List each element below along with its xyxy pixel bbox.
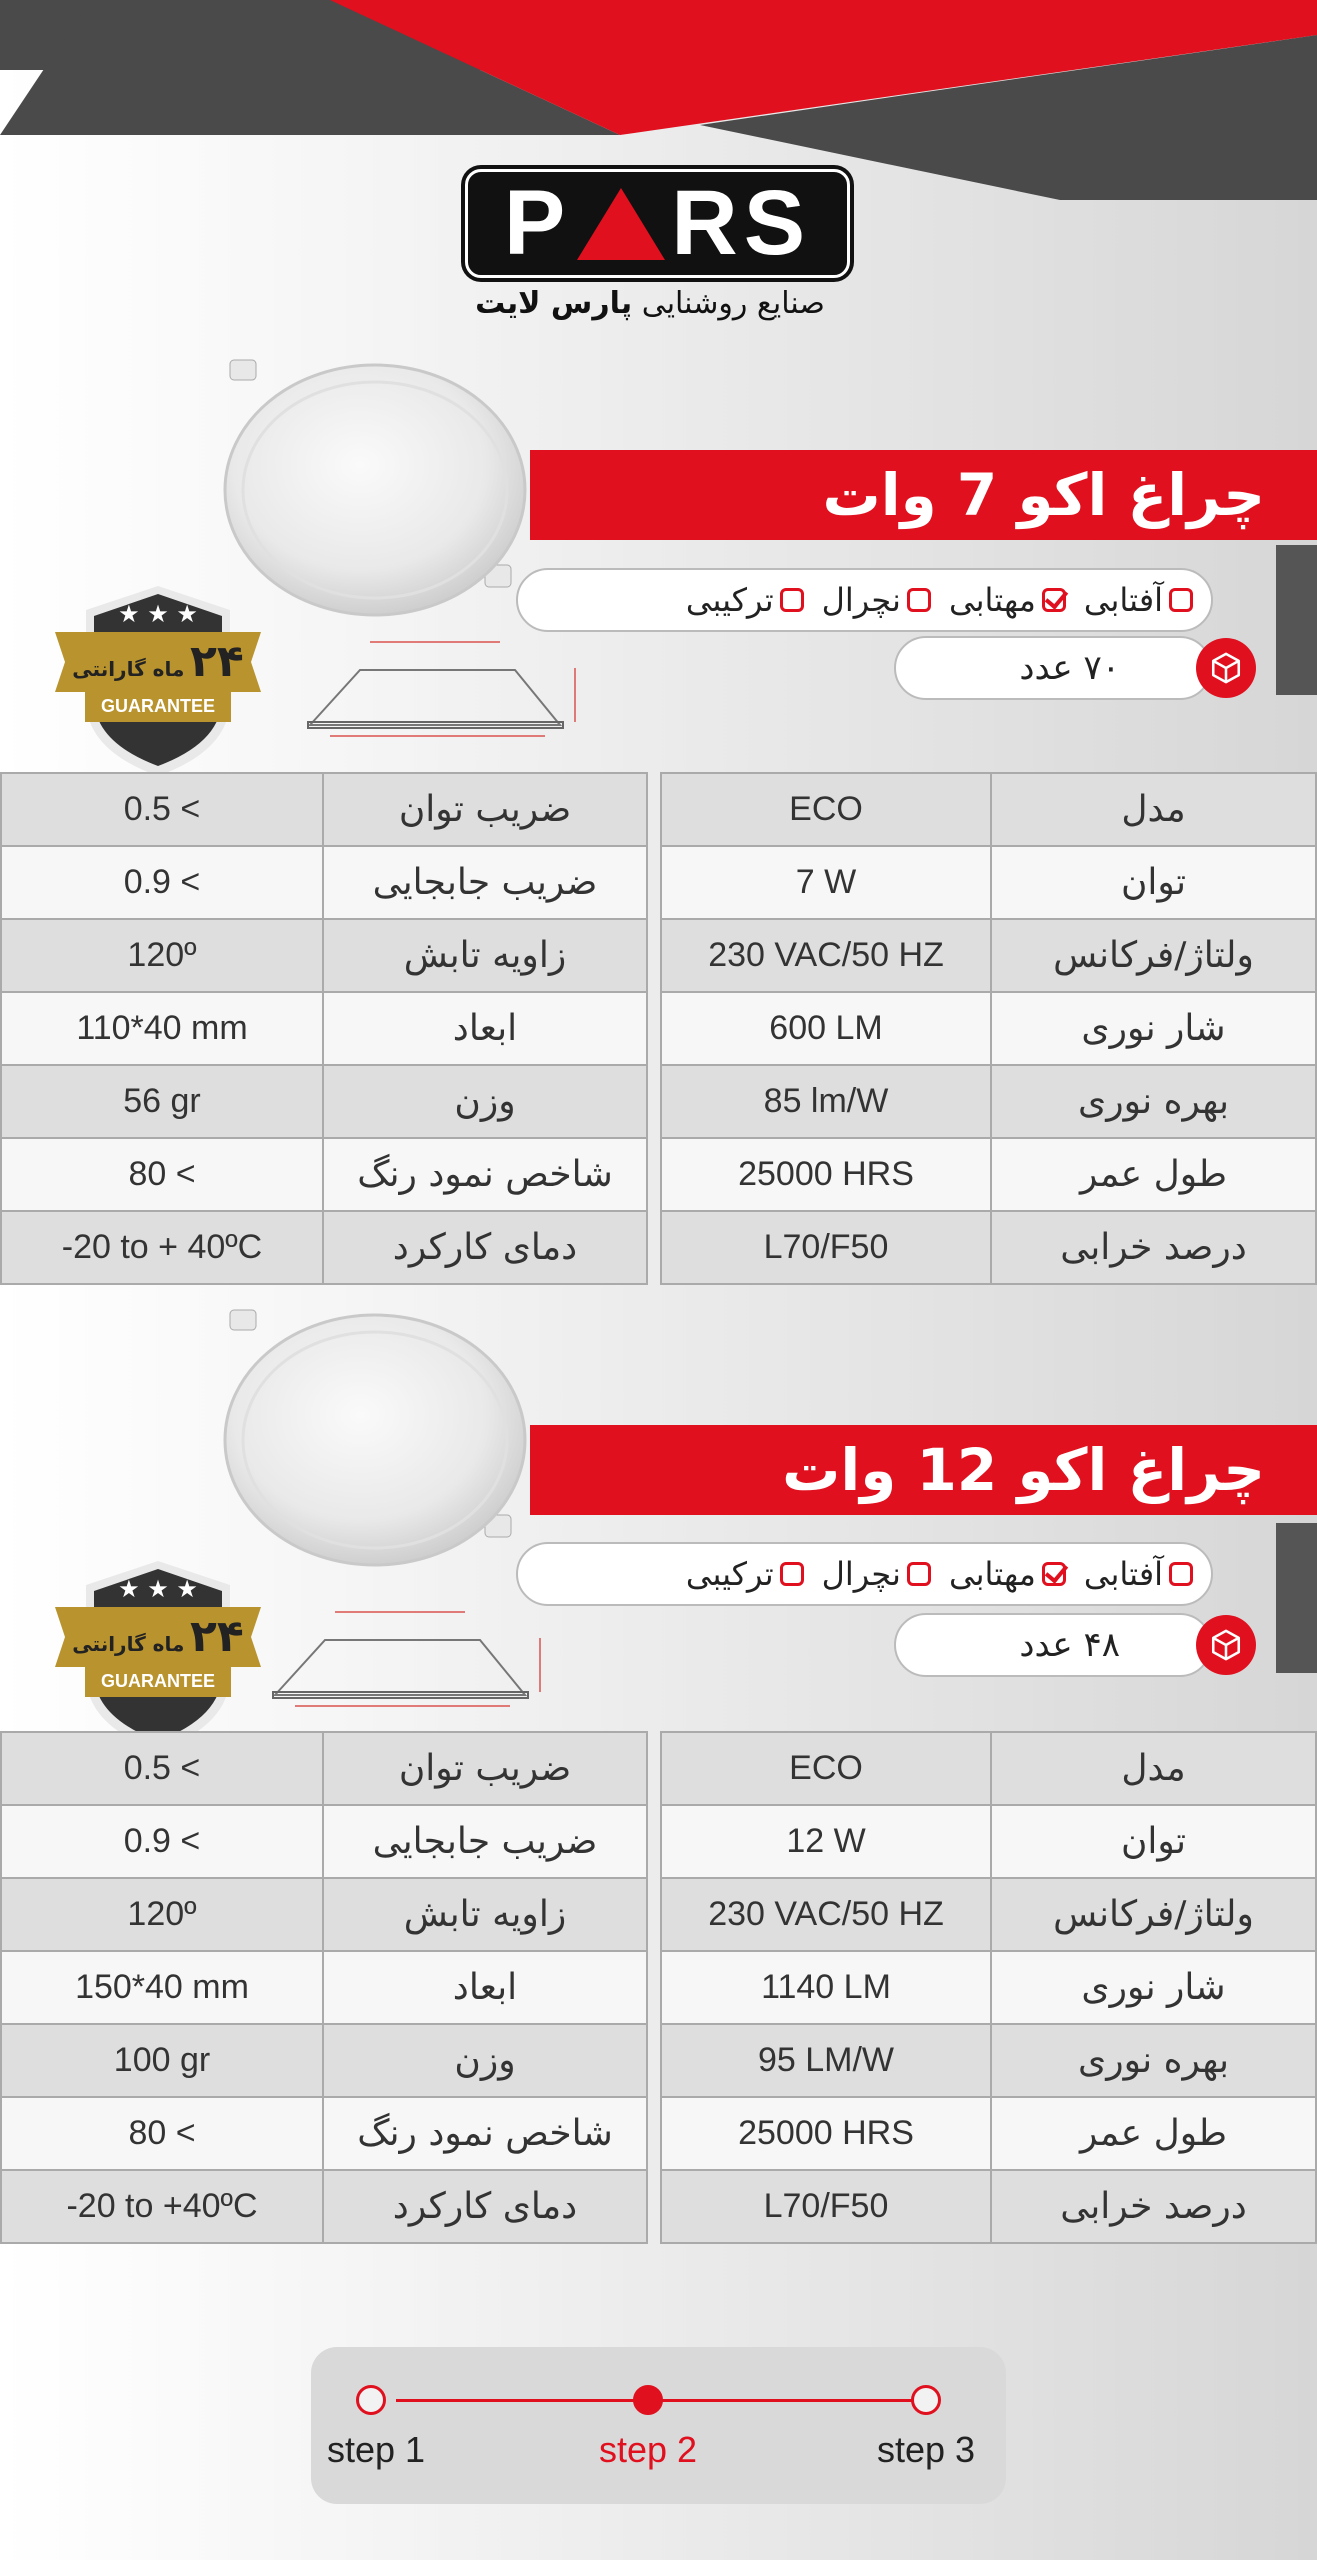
spec-value: 150*40 mm [1, 1951, 323, 2024]
spec-value: -20 to + 40ºC [1, 1211, 323, 1284]
quantity-value: ۴۸ عدد [1019, 1625, 1120, 1665]
spec-label: ضریب جابجایی [323, 1805, 647, 1878]
table-row [1, 1951, 647, 2024]
spec-value: 0.9 < [1, 846, 323, 919]
box-icon [1196, 638, 1256, 698]
spec-label: شاخص نمود رنگ [323, 1138, 647, 1211]
option-label: نچرال [821, 1555, 901, 1593]
option-4[interactable] [686, 1555, 804, 1593]
spec-value: 120º [1, 919, 323, 992]
spec-label: زاویه تابش [323, 919, 647, 992]
table-row [661, 1878, 1316, 1951]
table-row [1, 1138, 647, 1211]
spec-label: ولتاژ/فرکانس [991, 1878, 1316, 1951]
spec-label: ضریب جابجایی [323, 846, 647, 919]
table-row [661, 992, 1316, 1065]
spec-value: ECO [661, 1732, 991, 1805]
guarantee-badge [45, 1555, 271, 1755]
step-2-dot[interactable] [633, 2385, 663, 2415]
quantity-field [894, 636, 1212, 700]
step-3-dot[interactable] [911, 2385, 941, 2415]
color-temperature-options [516, 568, 1213, 632]
spec-value: 25000 HRS [661, 2097, 991, 2170]
step-indicator [311, 2347, 1006, 2504]
table-row [661, 1065, 1316, 1138]
spec-label: وزن [323, 1065, 647, 1138]
spec-value: 0.9 < [1, 1805, 323, 1878]
brand-subtitle: صنایع روشنایی پارس لایت [475, 286, 825, 321]
spec-value: L70/F50 [661, 2170, 991, 2243]
table-row [661, 919, 1316, 992]
checkbox-icon[interactable] [780, 588, 804, 612]
spec-value: 0.5 < [1, 1732, 323, 1805]
spec-value: 56 gr [1, 1065, 323, 1138]
step-1-label[interactable]: step 1 [327, 2429, 426, 2470]
svg-text:★ ★ ★: ★ ★ ★ [118, 1575, 198, 1603]
spec-value: 600 LM [661, 992, 991, 1065]
spec-label: بهره نوری [991, 1065, 1316, 1138]
spec-label: ضریب توان [323, 773, 647, 846]
checkbox-icon[interactable] [907, 588, 931, 612]
spec-value: 230 VAC/50 HZ [661, 919, 991, 992]
option-2[interactable] [949, 1555, 1066, 1593]
checked-checkbox-icon[interactable] [1042, 588, 1066, 612]
spec-table-right [660, 772, 1317, 1285]
dimension-drawing [265, 1600, 555, 1710]
dimension-drawing [300, 630, 590, 740]
option-3[interactable] [822, 1555, 931, 1593]
spec-value: L70/F50 [661, 1211, 991, 1284]
step-1-dot[interactable] [356, 2385, 386, 2415]
side-accent-bar [1276, 1523, 1317, 1673]
option-label: ترکیبی [685, 1555, 774, 1593]
spec-label: ابعاد [323, 992, 647, 1065]
spec-value: 80 < [1, 2097, 323, 2170]
spec-label: ولتاژ/فرکانس [991, 919, 1316, 992]
option-label: مهتابی [948, 581, 1036, 619]
table-row [661, 1732, 1316, 1805]
spec-value: 1140 LM [661, 1951, 991, 2024]
table-row [661, 2170, 1316, 2243]
table-row [661, 1805, 1316, 1878]
table-row [661, 2024, 1316, 2097]
pars-logo: P RS [461, 165, 854, 282]
option-label: آفتابی [1083, 581, 1163, 619]
box-icon [1196, 1615, 1256, 1675]
checkbox-icon[interactable] [907, 1562, 931, 1586]
spec-label: دمای کارکرد [323, 1211, 647, 1284]
spec-value: 110*40 mm [1, 992, 323, 1065]
option-label: نچرال [821, 581, 901, 619]
table-row [1, 992, 647, 1065]
spec-label: زاویه تابش [323, 1878, 647, 1951]
spec-table-right [660, 1731, 1317, 2244]
table-row [1, 2170, 647, 2243]
spec-label: طول عمر [991, 2097, 1316, 2170]
spec-value: 100 gr [1, 2024, 323, 2097]
color-temperature-options [516, 1542, 1213, 1606]
spec-label: مدل [991, 773, 1316, 846]
checkbox-icon[interactable] [780, 1562, 804, 1586]
spec-label: توان [991, 846, 1316, 919]
spec-table-left [0, 1731, 648, 2244]
table-row [1, 1878, 647, 1951]
spec-value: ECO [661, 773, 991, 846]
table-row [661, 2097, 1316, 2170]
guarantee-label: GUARANTEE [100, 696, 215, 716]
spec-value: 0.5 < [1, 773, 323, 846]
svg-text:★ ★ ★: ★ ★ ★ [118, 600, 198, 628]
spec-value: 25000 HRS [661, 1138, 991, 1211]
spec-label: وزن [323, 2024, 647, 2097]
spec-value: 230 VAC/50 HZ [661, 1878, 991, 1951]
spec-label: توان [991, 1805, 1316, 1878]
spec-label: ابعاد [323, 1951, 647, 2024]
quantity-value: ۷۰ عدد [1019, 648, 1120, 688]
option-1[interactable] [1084, 1555, 1193, 1593]
side-accent-bar [1276, 545, 1317, 695]
checkbox-icon[interactable] [1169, 588, 1193, 612]
spec-value: 120º [1, 1878, 323, 1951]
spec-value: -20 to +40ºC [1, 2170, 323, 2243]
checked-checkbox-icon[interactable] [1042, 1562, 1066, 1586]
option-1[interactable] [1084, 581, 1193, 619]
checkbox-icon[interactable] [1169, 1562, 1193, 1586]
product-title: چراغ اکو 7 وات [530, 450, 1317, 540]
option-label: ترکیبی [685, 581, 774, 619]
option-4[interactable] [686, 581, 804, 619]
table-row [1, 919, 647, 992]
option-label: مهتابی [948, 1555, 1036, 1593]
spec-table-left [0, 772, 648, 1285]
option-label: آفتابی [1083, 1555, 1163, 1593]
table-row [661, 1951, 1316, 2024]
guarantee-label: GUARANTEE [100, 1671, 215, 1691]
product-title: چراغ اکو 12 وات [530, 1425, 1317, 1515]
spec-value: 85 lm/W [661, 1065, 991, 1138]
table-row [661, 1211, 1316, 1284]
table-row [1, 1065, 647, 1138]
spec-value: 12 W [661, 1805, 991, 1878]
table-row [1, 1805, 647, 1878]
table-row [1, 2097, 647, 2170]
step-3-label[interactable]: step 3 [877, 2429, 976, 2470]
table-row [1, 846, 647, 919]
table-row [1, 1211, 647, 1284]
spec-label: طول عمر [991, 1138, 1316, 1211]
spec-label: شاخص نمود رنگ [323, 2097, 647, 2170]
table-row [661, 846, 1316, 919]
step-2-label[interactable]: step 2 [599, 2429, 698, 2470]
spec-label: درصد خرابی [991, 1211, 1316, 1284]
option-3[interactable] [822, 581, 931, 619]
guarantee-badge [45, 580, 271, 780]
spec-label: درصد خرابی [991, 2170, 1316, 2243]
spec-label: شار نوری [991, 992, 1316, 1065]
guarantee-months: ۲۴ ماه گارانتی [72, 1611, 244, 1662]
table-row [1, 2024, 647, 2097]
spec-value: 7 W [661, 846, 991, 919]
table-row [1, 773, 647, 846]
quantity-field [894, 1613, 1212, 1677]
spec-value: 95 LM/W [661, 2024, 991, 2097]
guarantee-months: ۲۴ ماه گارانتی [72, 636, 244, 687]
spec-label: ضریب توان [323, 1732, 647, 1805]
table-row [661, 773, 1316, 846]
spec-label: شار نوری [991, 1951, 1316, 2024]
spec-value: 80 < [1, 1138, 323, 1211]
table-row [661, 1138, 1316, 1211]
spec-label: دمای کارکرد [323, 2170, 647, 2243]
spec-label: بهره نوری [991, 2024, 1316, 2097]
spec-label: مدل [991, 1732, 1316, 1805]
option-2[interactable] [949, 581, 1066, 619]
table-row [1, 1732, 647, 1805]
